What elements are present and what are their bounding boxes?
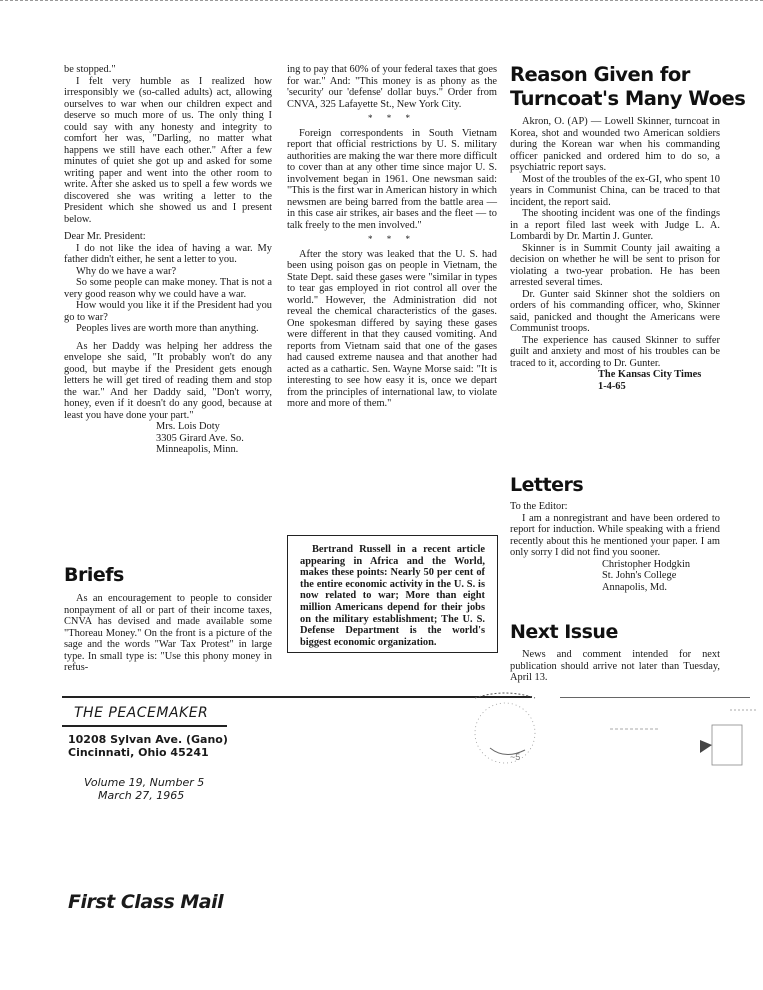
source-date: 1-4-65 (598, 380, 626, 392)
volume-number: Volume 19, Number 5 (84, 776, 205, 789)
paragraph: Most of the troubles of the ex-GI, who spent 10 years in Communist China, can be traced to that incident, the report said. (510, 173, 720, 208)
paragraph: After the story was leaked that the U. S. had been using poison gas on people in Vietnam, the State Dept. said these gases were "similar in types to tear gas employed in riot control all over the world." However, the Administration did not reveal the chemical characteristics of the gases. One spokesman differed by saying these gases were different in that they caused vomiting. And reports from Vietnam said that one of the gases had caused extreme nausea and that another had acted as a cathartic. Sen. Wayne Morse said: "It is interesting to see how easy it is, once we depart from the principles of international law, to violate more and more of them." (287, 248, 497, 409)
paragraph: Dr. Gunter said Skinner shot the soldiers on orders of his commanding officer, who, Skinner said, panicked and thought the Americans were Communist troops. (510, 288, 720, 334)
svg-text:~5: ~5 (510, 752, 521, 762)
signature-name: Christopher Hodgkin (602, 558, 691, 570)
first-class-mail-label: First Class Mail (68, 891, 224, 913)
signature-line: St. John's College (602, 570, 677, 581)
masthead-title: THE PEACEMAKER (74, 705, 209, 721)
paragraph: As an encouragement to people to consider nonpayment of all or part of their income taxes, CNVA has devised and made available some "Thoreau Money." On the front is a picture of the sage and the words "War Tax Protest" in large type. In small type is: "Use this phony money in refus- (64, 593, 272, 673)
signature-address: 3305 Girard Ave. So. (156, 432, 244, 444)
briefs-heading: Briefs (64, 564, 124, 586)
column-2-news (287, 64, 497, 410)
letters-text (510, 501, 720, 593)
turncoat-heading (510, 63, 745, 111)
source-name: The Kansas City Times (598, 369, 702, 380)
source-attribution (598, 369, 720, 392)
masthead-address (68, 733, 228, 759)
paragraph: Akron, O. (AP) — Lowell Skinner, turncoat in Korea, shot and wounded two American soldiers during the Korean war when his commanding officer panicked and ordered him to do so, a psychiatric report says. (510, 116, 720, 173)
heading-line: Reason Given for (510, 63, 690, 86)
postmark-stamp (455, 688, 555, 778)
column-1-letter (64, 64, 272, 456)
signature-line: Annapolis, Md. (602, 581, 667, 593)
russell-quote-box (287, 535, 498, 653)
paragraph: As her Daddy was helping her address the envelope she said, "It probably won't do any good, but maybe if the President gets enough letters he will get tired of reading them and stop the war." And her Daddy said, "Don't worry, honey, even if it doesn't do any good, because at least you have done your part." (64, 340, 272, 421)
paragraph: be stopped." (64, 64, 116, 75)
letters-heading: Letters (510, 474, 584, 496)
footer-divider-right (560, 697, 750, 698)
paragraph: ing to pay that 60% of your federal taxes that goes for war." And: "This money is as phony as the 'security' our 'defense' dollar buys." Order from CNVA, 325 Lafayette St., New York City. (287, 64, 497, 110)
paragraph: So some people can make money. That is not a very good reason why we could have a war. (64, 277, 272, 300)
next-issue-text (510, 649, 720, 684)
signature-city: Minneapolis, Minn. (156, 444, 239, 455)
top-perforation-line (0, 0, 763, 1)
paragraph: I do not like the idea of having a war. My father didn't either, he sent a letter to you. (64, 242, 272, 265)
paragraph: Foreign correspondents in South Vietnam report that official restrictions by U. S. military authorities are making the war there more difficult to cover than at any other time since major U. S. involvement began in 1961. One newsman said: "This is the first war in American history in which newsmen are being barred from the battle area — in this case air strikes, air bases and the fleet — to talk freely to the men involved." (287, 127, 497, 231)
section-separator: * * * (368, 234, 416, 244)
briefs-text (64, 593, 272, 674)
section-separator: * * * (368, 113, 416, 123)
letter-salutation: Dear Mr. President: (64, 231, 146, 242)
paragraph: I am a nonregistrant and have been ordered to report for induction. While speaking with a friend recently about this he mentioned your paper. I am only sorry I did not find you sooner. (510, 512, 720, 558)
paragraph: The experience has caused Skinner to suffer guilt and anxiety and most of his troubles can be traced to it, according to Dr. Gunter. (510, 334, 720, 369)
turncoat-article (510, 116, 720, 392)
paragraph: Skinner is in Summit County jail awaiting a decision on whether he will be sent to prison for violating a two-year probation. He has been arrested several times. (510, 242, 720, 288)
paragraph: I felt very humble as I realized how irresponsibly we (so-called adults) act, allowing ourselves to war when our children expect and deserve so much more of us. The only thing I could say with any honesty and integrity to comfort her was, "Darling, no matter what happens we still have each other." After a few minutes of quiet she got up and asked for some writing paper and went into the other room to write. After she asked us to spell a few words we discovered she was writing a letter to the President which she showed us and I present below. (64, 75, 272, 225)
address-line: 10208 Sylvan Ave. (Gano) (68, 733, 228, 746)
signature-name: Mrs. Lois Doty (156, 421, 220, 432)
letter-salutation: To the Editor: (510, 501, 568, 512)
masthead-issue-info (84, 776, 204, 802)
heading-line: Turncoat's Many Woes (510, 87, 746, 110)
box-text: Bertrand Russell in a recent article appearing in Africa and the World, makes these points: Nearly 50 per cent of the entire economic activity in the U. S. is now related to war; More than eight million Americans depend for their jobs on the military establishment; The U. S. Defense Department is the world's biggest economic organization. (300, 544, 485, 648)
masthead-underline (62, 725, 227, 727)
paragraph: Why do we have a war? (76, 265, 177, 277)
paragraph: News and comment intended for next publication should arrive not later than Tuesday, April 13. (510, 649, 720, 683)
paragraph: The shooting incident was one of the findings in a report filed last week with Judge L. A. Lombardi by Dr. Martin J. Gunter. (510, 208, 720, 242)
paragraph: Peoples lives are worth more than anything. (76, 323, 259, 334)
next-issue-heading: Next Issue (510, 621, 618, 643)
address-line: Cincinnati, Ohio 45241 (68, 746, 209, 759)
issue-date: March 27, 1965 (98, 789, 185, 802)
paragraph: How would you like it if the President had you go to war? (64, 300, 272, 323)
postage-marks (600, 705, 760, 785)
